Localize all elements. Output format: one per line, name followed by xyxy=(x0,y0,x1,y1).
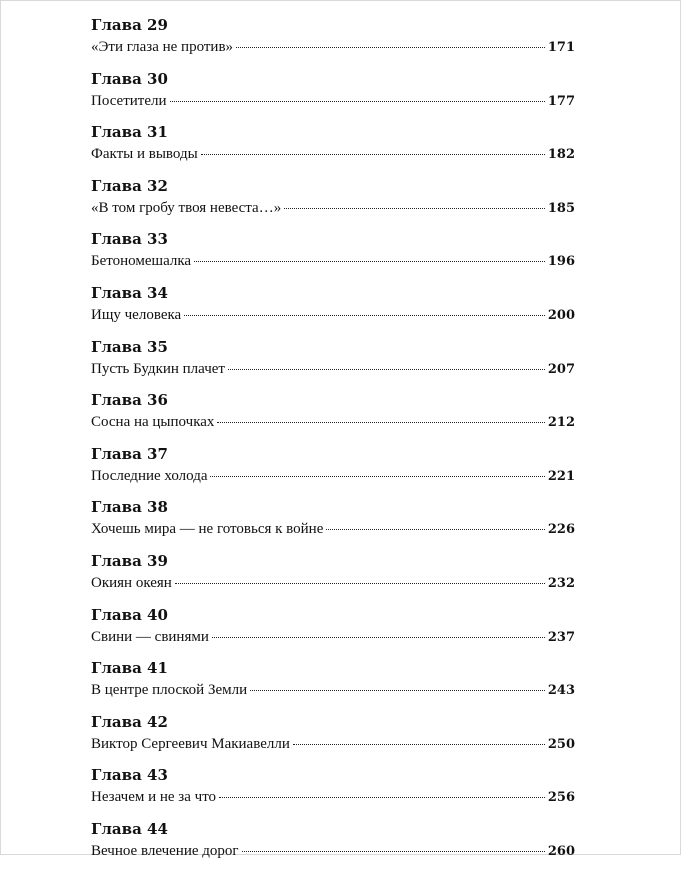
page-number: 185 xyxy=(547,200,575,216)
page-number: 177 xyxy=(547,93,575,109)
dot-leader xyxy=(175,583,545,584)
page-number: 207 xyxy=(547,361,575,377)
dot-leader xyxy=(210,476,544,477)
chapter-title: «В том гробу твоя невеста…» xyxy=(91,199,282,216)
chapter-title: Вечное влечение дорог xyxy=(91,842,239,859)
dot-leader xyxy=(293,744,545,745)
toc-line xyxy=(91,37,575,58)
page-number: 182 xyxy=(547,147,575,163)
dot-leader xyxy=(212,637,545,638)
toc-line xyxy=(91,734,575,755)
dot-leader xyxy=(217,422,544,423)
toc-entry xyxy=(91,444,575,496)
chapter-title: «Эти глаза не против» xyxy=(91,39,234,55)
chapter-title: Факты и выводы xyxy=(91,146,198,163)
toc-entry xyxy=(91,122,575,174)
toc-entry xyxy=(91,337,575,389)
dot-leader xyxy=(250,690,545,691)
table-of-contents xyxy=(91,13,575,871)
page-number: 171 xyxy=(547,40,575,55)
chapter-title: Окиян океян xyxy=(91,574,172,591)
chapter-heading: Глава 31 xyxy=(91,123,168,142)
chapter-title: Бетономешалка xyxy=(91,253,192,270)
dot-leader xyxy=(219,797,545,798)
chapter-heading: Глава 41 xyxy=(91,659,168,678)
toc-entry xyxy=(91,497,575,549)
chapter-title: Сосна на цыпочках xyxy=(91,414,215,431)
toc-entry xyxy=(91,69,575,121)
toc-line xyxy=(91,466,575,487)
chapter-title: Незачем и не за что xyxy=(91,789,217,806)
chapter-heading: Глава 33 xyxy=(91,230,168,249)
dot-leader xyxy=(194,261,545,262)
toc-entry xyxy=(91,176,575,228)
chapter-heading: Глава 38 xyxy=(91,498,168,517)
page-number: 232 xyxy=(547,575,575,591)
toc-line xyxy=(91,144,575,165)
toc-entry xyxy=(91,819,575,871)
page-number: 237 xyxy=(547,629,575,645)
page-number: 256 xyxy=(547,790,575,806)
chapter-title: В центре плоской Земли xyxy=(91,682,248,699)
chapter-title: Ищу человека xyxy=(91,306,182,323)
chapter-title: Посетители xyxy=(91,92,167,109)
toc-entry xyxy=(91,229,575,281)
toc-line xyxy=(91,359,575,380)
dot-leader xyxy=(228,369,545,370)
chapter-heading: Глава 35 xyxy=(91,337,168,356)
toc-line xyxy=(91,680,575,701)
page-number: 243 xyxy=(547,683,575,699)
dot-leader xyxy=(201,154,545,155)
dot-leader xyxy=(326,529,545,530)
toc-line xyxy=(91,91,575,112)
toc-line xyxy=(91,198,575,219)
dot-leader xyxy=(242,851,545,852)
chapter-title: Пусть Будкин плачет xyxy=(91,360,225,377)
toc-entry xyxy=(91,712,575,764)
toc-entry xyxy=(91,390,575,442)
chapter-heading: Глава 34 xyxy=(91,283,168,302)
toc-entry xyxy=(91,551,575,603)
toc-line xyxy=(91,787,575,808)
chapter-heading: Глава 32 xyxy=(91,176,168,195)
page-number: 226 xyxy=(547,522,575,538)
dot-leader xyxy=(284,208,545,209)
toc-entry xyxy=(91,658,575,710)
toc-line xyxy=(91,627,575,648)
toc-entry xyxy=(91,605,575,657)
chapter-heading: Глава 42 xyxy=(91,712,168,731)
toc-line xyxy=(91,841,575,862)
toc-line xyxy=(91,519,575,540)
chapter-heading: Глава 30 xyxy=(91,69,168,88)
toc-line xyxy=(91,305,575,326)
chapter-heading: Глава 44 xyxy=(91,819,168,838)
page-number: 212 xyxy=(547,415,575,431)
toc-line xyxy=(91,412,575,433)
chapter-heading: Глава 40 xyxy=(91,605,168,624)
page-number: 196 xyxy=(547,254,575,270)
chapter-heading: Глава 29 xyxy=(91,16,168,34)
toc-line xyxy=(91,251,575,272)
chapter-heading: Глава 39 xyxy=(91,551,168,570)
chapter-heading: Глава 37 xyxy=(91,444,168,463)
chapter-title: Хочешь мира — не готовься к войне xyxy=(91,521,324,538)
dot-leader xyxy=(236,47,545,48)
chapter-title: Последние холода xyxy=(91,467,208,484)
toc-entry xyxy=(91,15,575,67)
chapter-title: Виктор Сергеевич Макиавелли xyxy=(91,735,290,752)
page-number: 260 xyxy=(547,843,575,859)
dot-leader xyxy=(184,315,545,316)
toc-entry xyxy=(91,283,575,335)
page-number: 250 xyxy=(547,736,575,752)
chapter-title: Свини — свинями xyxy=(91,628,209,645)
chapter-heading: Глава 36 xyxy=(91,391,168,410)
chapter-heading: Глава 43 xyxy=(91,766,168,785)
dot-leader xyxy=(170,101,545,102)
toc-entry xyxy=(91,765,575,817)
toc-line xyxy=(91,573,575,594)
page-number: 200 xyxy=(547,307,575,323)
page-number: 221 xyxy=(547,468,575,484)
